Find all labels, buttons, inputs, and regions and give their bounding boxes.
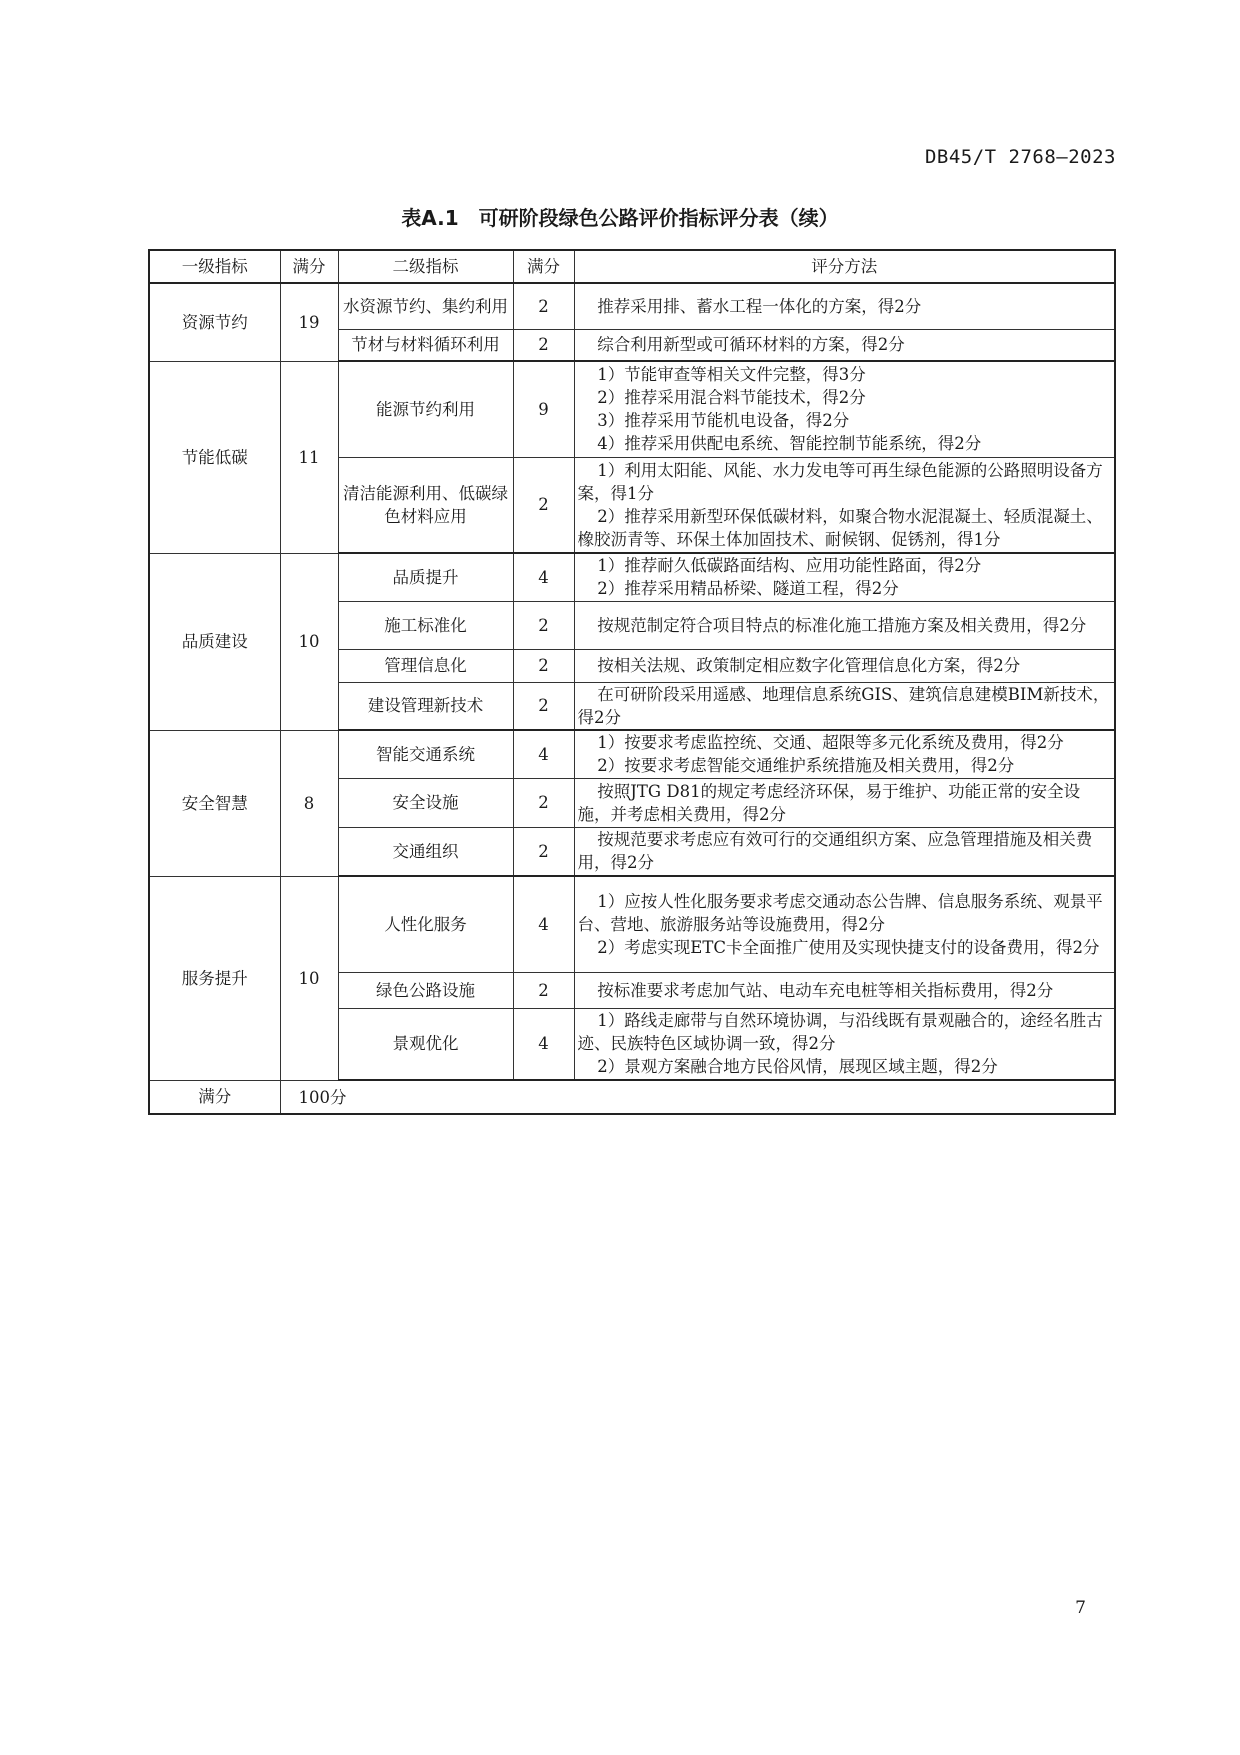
primary-indicator: 安全智慧 (149, 730, 280, 876)
scoring-method (574, 457, 1115, 553)
method-line: 1）路线走廊带与自然环境协调，与沿线既有景观融合的，途经名胜古迹、民族特色区域协调一致，得2分 (577, 1011, 1103, 1054)
secondary-indicator: 施工标准化 (338, 601, 513, 649)
method-line: 2）推荐采用新型环保低碳材料，如聚合物水泥混凝土、轻质混凝土、橡胶沥青等、环保土体加固技术、耐候钢、促锈剂，得1分 (577, 506, 1103, 549)
scoring-method (574, 649, 1115, 682)
primary-indicator: 节能低碳 (149, 361, 280, 553)
scoring-method (574, 730, 1115, 778)
scoring-method (574, 1008, 1115, 1080)
column-header: 二级指标 (338, 250, 513, 283)
method-line: 综合利用新型或可循环材料的方案，得2分 (597, 335, 905, 355)
primary-score: 8 (280, 730, 338, 876)
scoring-method (574, 329, 1115, 361)
table-row (149, 361, 1115, 457)
scoring-method (574, 601, 1115, 649)
secondary-score: 2 (513, 283, 574, 329)
column-header: 一级指标 (149, 250, 280, 283)
page-number: 7 (1075, 1598, 1086, 1618)
method-line: 2）推荐采用精品桥梁、隧道工程，得2分 (597, 579, 899, 599)
secondary-indicator: 人性化服务 (338, 876, 513, 972)
scoring-method (574, 778, 1115, 827)
primary-score: 19 (280, 283, 338, 361)
secondary-indicator: 交通组织 (338, 827, 513, 876)
method-line: 1）节能审查等相关文件完整，得3分 (597, 365, 866, 385)
secondary-score: 2 (513, 329, 574, 361)
secondary-score: 9 (513, 361, 574, 457)
method-line: 3）推荐采用节能机电设备，得2分 (597, 411, 850, 431)
secondary-indicator: 水资源节约、集约利用 (338, 283, 513, 329)
secondary-score: 2 (513, 972, 574, 1008)
secondary-score: 4 (513, 553, 574, 601)
secondary-indicator: 管理信息化 (338, 649, 513, 682)
secondary-score: 2 (513, 457, 574, 553)
scoring-method (574, 682, 1115, 730)
column-header: 满分 (280, 250, 338, 283)
method-line: 2）考虑实现ETC卡全面推广使用及实现快捷支付的设备费用，得2分 (597, 937, 1100, 957)
secondary-score: 4 (513, 730, 574, 778)
scoring-method (574, 283, 1115, 329)
primary-indicator: 服务提升 (149, 876, 280, 1080)
column-header: 评分方法 (574, 250, 1115, 283)
secondary-indicator: 清洁能源利用、低碳绿色材料应用 (338, 457, 513, 553)
table-row (149, 876, 1115, 972)
secondary-score: 2 (513, 601, 574, 649)
primary-score: 11 (280, 361, 338, 553)
total-row (149, 1080, 1115, 1114)
secondary-indicator: 绿色公路设施 (338, 972, 513, 1008)
method-line: 在可研阶段采用遥感、地理信息系统GIS、建筑信息建模BIM新技术，得2分 (577, 684, 1110, 727)
secondary-indicator: 能源节约利用 (338, 361, 513, 457)
primary-score: 10 (280, 553, 338, 730)
score-table (148, 249, 1116, 1115)
secondary-indicator: 节材与材料循环利用 (338, 329, 513, 361)
document-code: DB45/T 2768—2023 (924, 146, 1116, 168)
column-header: 满分 (513, 250, 574, 283)
scoring-method (574, 827, 1115, 876)
table-title: 表A.1 可研阶段绿色公路评价指标评分表（续） (401, 206, 839, 230)
secondary-indicator: 建设管理新技术 (338, 682, 513, 730)
method-line: 4）推荐采用供配电系统、智能控制节能系统，得2分 (597, 434, 982, 454)
secondary-score: 2 (513, 827, 574, 876)
method-line: 按照JTG D81的规定考虑经济环保，易于维护、功能正常的安全设施，并考虑相关费用，得2分 (577, 781, 1081, 824)
table-row (149, 553, 1115, 601)
secondary-score: 2 (513, 682, 574, 730)
method-line: 1）利用太阳能、风能、水力发电等可再生绿色能源的公路照明设备方案，得1分 (577, 460, 1103, 503)
scoring-method (574, 361, 1115, 457)
secondary-indicator: 智能交通系统 (338, 730, 513, 778)
scoring-method (574, 553, 1115, 601)
secondary-indicator: 品质提升 (338, 553, 513, 601)
secondary-score: 2 (513, 649, 574, 682)
method-line: 1）按要求考虑监控统、交通、超限等多元化系统及费用，得2分 (597, 733, 1064, 753)
method-line: 2）推荐采用混合料节能技术，得2分 (597, 388, 866, 408)
method-line: 1）应按人性化服务要求考虑交通动态公告牌、信息服务系统、观景平台、营地、旅游服务站等设施费用，得2分 (577, 891, 1103, 934)
table-row (149, 283, 1115, 329)
primary-indicator: 品质建设 (149, 553, 280, 730)
total-label: 满分 (149, 1080, 280, 1114)
method-line: 按规范制定符合项目特点的标准化施工措施方案及相关费用，得2分 (597, 615, 1087, 635)
secondary-indicator: 景观优化 (338, 1008, 513, 1080)
secondary-score: 4 (513, 1008, 574, 1080)
primary-indicator: 资源节约 (149, 283, 280, 361)
method-line: 按相关法规、政策制定相应数字化管理信息化方案，得2分 (597, 656, 1021, 675)
method-line: 按规范要求考虑应有效可行的交通组织方案、应急管理措施及相关费用，得2分 (577, 830, 1093, 873)
method-line: 按标准要求考虑加气站、电动车充电桩等相关指标费用，得2分 (597, 980, 1054, 1000)
secondary-score: 4 (513, 876, 574, 972)
method-line: 2）景观方案融合地方民俗风情，展现区域主题，得2分 (597, 1057, 998, 1077)
total-value: 100分 (280, 1080, 1115, 1114)
scoring-method (574, 876, 1115, 972)
primary-score: 10 (280, 876, 338, 1080)
method-line: 2）按要求考虑智能交通维护系统措施及相关费用，得2分 (597, 756, 1015, 776)
table-row (149, 730, 1115, 778)
secondary-score: 2 (513, 778, 574, 827)
method-line: 1）推荐耐久低碳路面结构、应用功能性路面，得2分 (597, 556, 982, 576)
method-line: 推荐采用排、蓄水工程一体化的方案，得2分 (597, 296, 922, 316)
scoring-method (574, 972, 1115, 1008)
table-header-row (149, 250, 1115, 283)
secondary-indicator: 安全设施 (338, 778, 513, 827)
